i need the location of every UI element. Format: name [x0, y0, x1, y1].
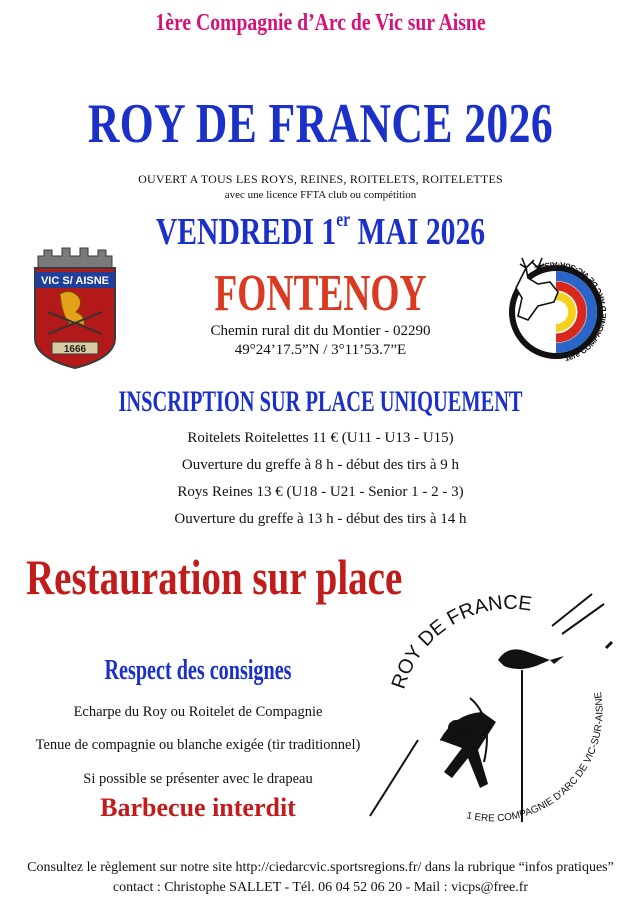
roy-logo-arc-text: ROY DE FRANCE [387, 591, 534, 692]
date-month-year: MAI 2026 [350, 211, 486, 253]
event-title: ROY DE FRANCE 2026 [87, 93, 554, 155]
stag-logo-ring-text: 1ère COMPAGNIE D'ARC DE VIC-SUR-AISNE [532, 259, 609, 364]
open-to-text: OUVERT A TOUS LES ROYS, REINES, ROITELETS, ROITELETTES [138, 172, 503, 186]
consigne-line-2: Tenue de compagnie ou blanche exigée (tir traditionnel) [35, 737, 361, 753]
company-title: 1ère Compagnie d’Arc de Vic sur Aisne [155, 10, 486, 36]
date-day-suffix: er [336, 209, 351, 232]
company-stag-logo [494, 246, 618, 378]
roy-logo-graphic [366, 590, 628, 826]
footer-contact-line: contact : Christophe SALLET - Tél. 06 04 52 06 20 - Mail : vicps@free.fr [112, 880, 529, 895]
footer-rules-line: Consultez le règlement sur notre site http://ciedarcvic.sportsregions.fr/ dans la rubrique “infos pratiques” [27, 860, 614, 875]
inscription-line-4: Ouverture du greffe à 13 h - début des tirs à 14 h [174, 511, 467, 527]
seal-graphic [30, 246, 120, 371]
consignes-heading: Respect des consignes [104, 655, 292, 686]
footer [0, 858, 641, 898]
event-coords: 49°24’17.5”N / 3°11’53.7”E [234, 342, 407, 358]
seal-year: 1666 [63, 344, 87, 355]
inscription-heading: INSCRIPTION SUR PLACE UNIQUEMENT [118, 385, 523, 418]
seal-lettering: VIC S/ AISNE [40, 275, 110, 287]
vic-sur-aisne-seal [30, 246, 120, 371]
date-day: VENDREDI 1 [155, 211, 337, 253]
stag-logo-graphic [494, 246, 618, 378]
restauration-heading: Restauration sur place [26, 549, 403, 605]
roy-de-france-logo [366, 590, 628, 826]
consigne-line-3: Si possible se présenter avec le drapeau [83, 771, 313, 787]
event-address: Chemin rural dit du Montier - 02290 [210, 323, 431, 339]
event-town: FONTENOY [214, 265, 427, 322]
roy-logo-bottom-text: 1 ERE COMPAGNIE D'ARC DE VIC-SUR-AISNE [465, 691, 606, 825]
inscription-line-1: Roitelets Roitelettes 11 € (U11 - U13 - U15) [187, 430, 454, 446]
barbecue-warning: Barbecue interdit [100, 793, 296, 822]
inscription-line-3: Roys Reines 13 € (U18 - U21 - Senior 1 - 2 - 3) [177, 484, 464, 500]
inscription-line-2: Ouverture du greffe à 8 h - début des tirs à 9 h [181, 457, 460, 473]
licence-text: avec une licence FFTA club ou compétition [224, 189, 417, 201]
consigne-line-1: Echarpe du Roy ou Roitelet de Compagnie [73, 704, 323, 720]
